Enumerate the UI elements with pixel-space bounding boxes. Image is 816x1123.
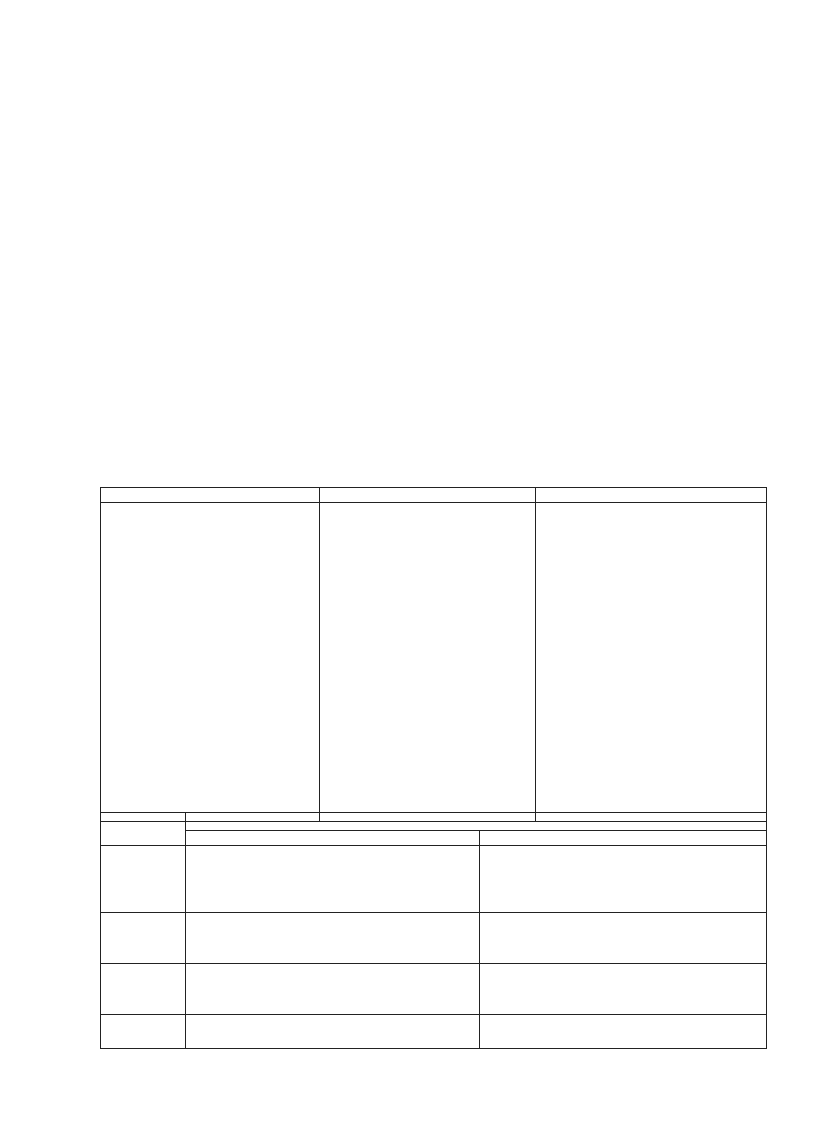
gp1-cell [186,846,480,913]
phase-table [100,812,767,1049]
header-content [536,488,767,503]
gp1-cell [186,964,480,1015]
gp1-cell [186,1015,480,1049]
header-student [320,488,536,503]
gp2-cell [480,1015,767,1049]
header-teacher [101,488,320,503]
teacher-column [101,503,320,822]
phase-name [101,1015,186,1049]
student-column [320,503,536,822]
phase-name [101,846,186,913]
header-gp2 [480,831,767,846]
gp1-cell [186,913,480,964]
phase-corner [101,813,186,846]
gp2-cell [480,846,767,913]
phase-name [101,913,186,964]
content-column [536,503,767,822]
header-gp1 [186,831,480,846]
activity-table [100,487,767,822]
gp2-cell [480,964,767,1015]
gp2-cell [480,913,767,964]
phase-name [101,964,186,1015]
phase-caption [186,813,767,831]
